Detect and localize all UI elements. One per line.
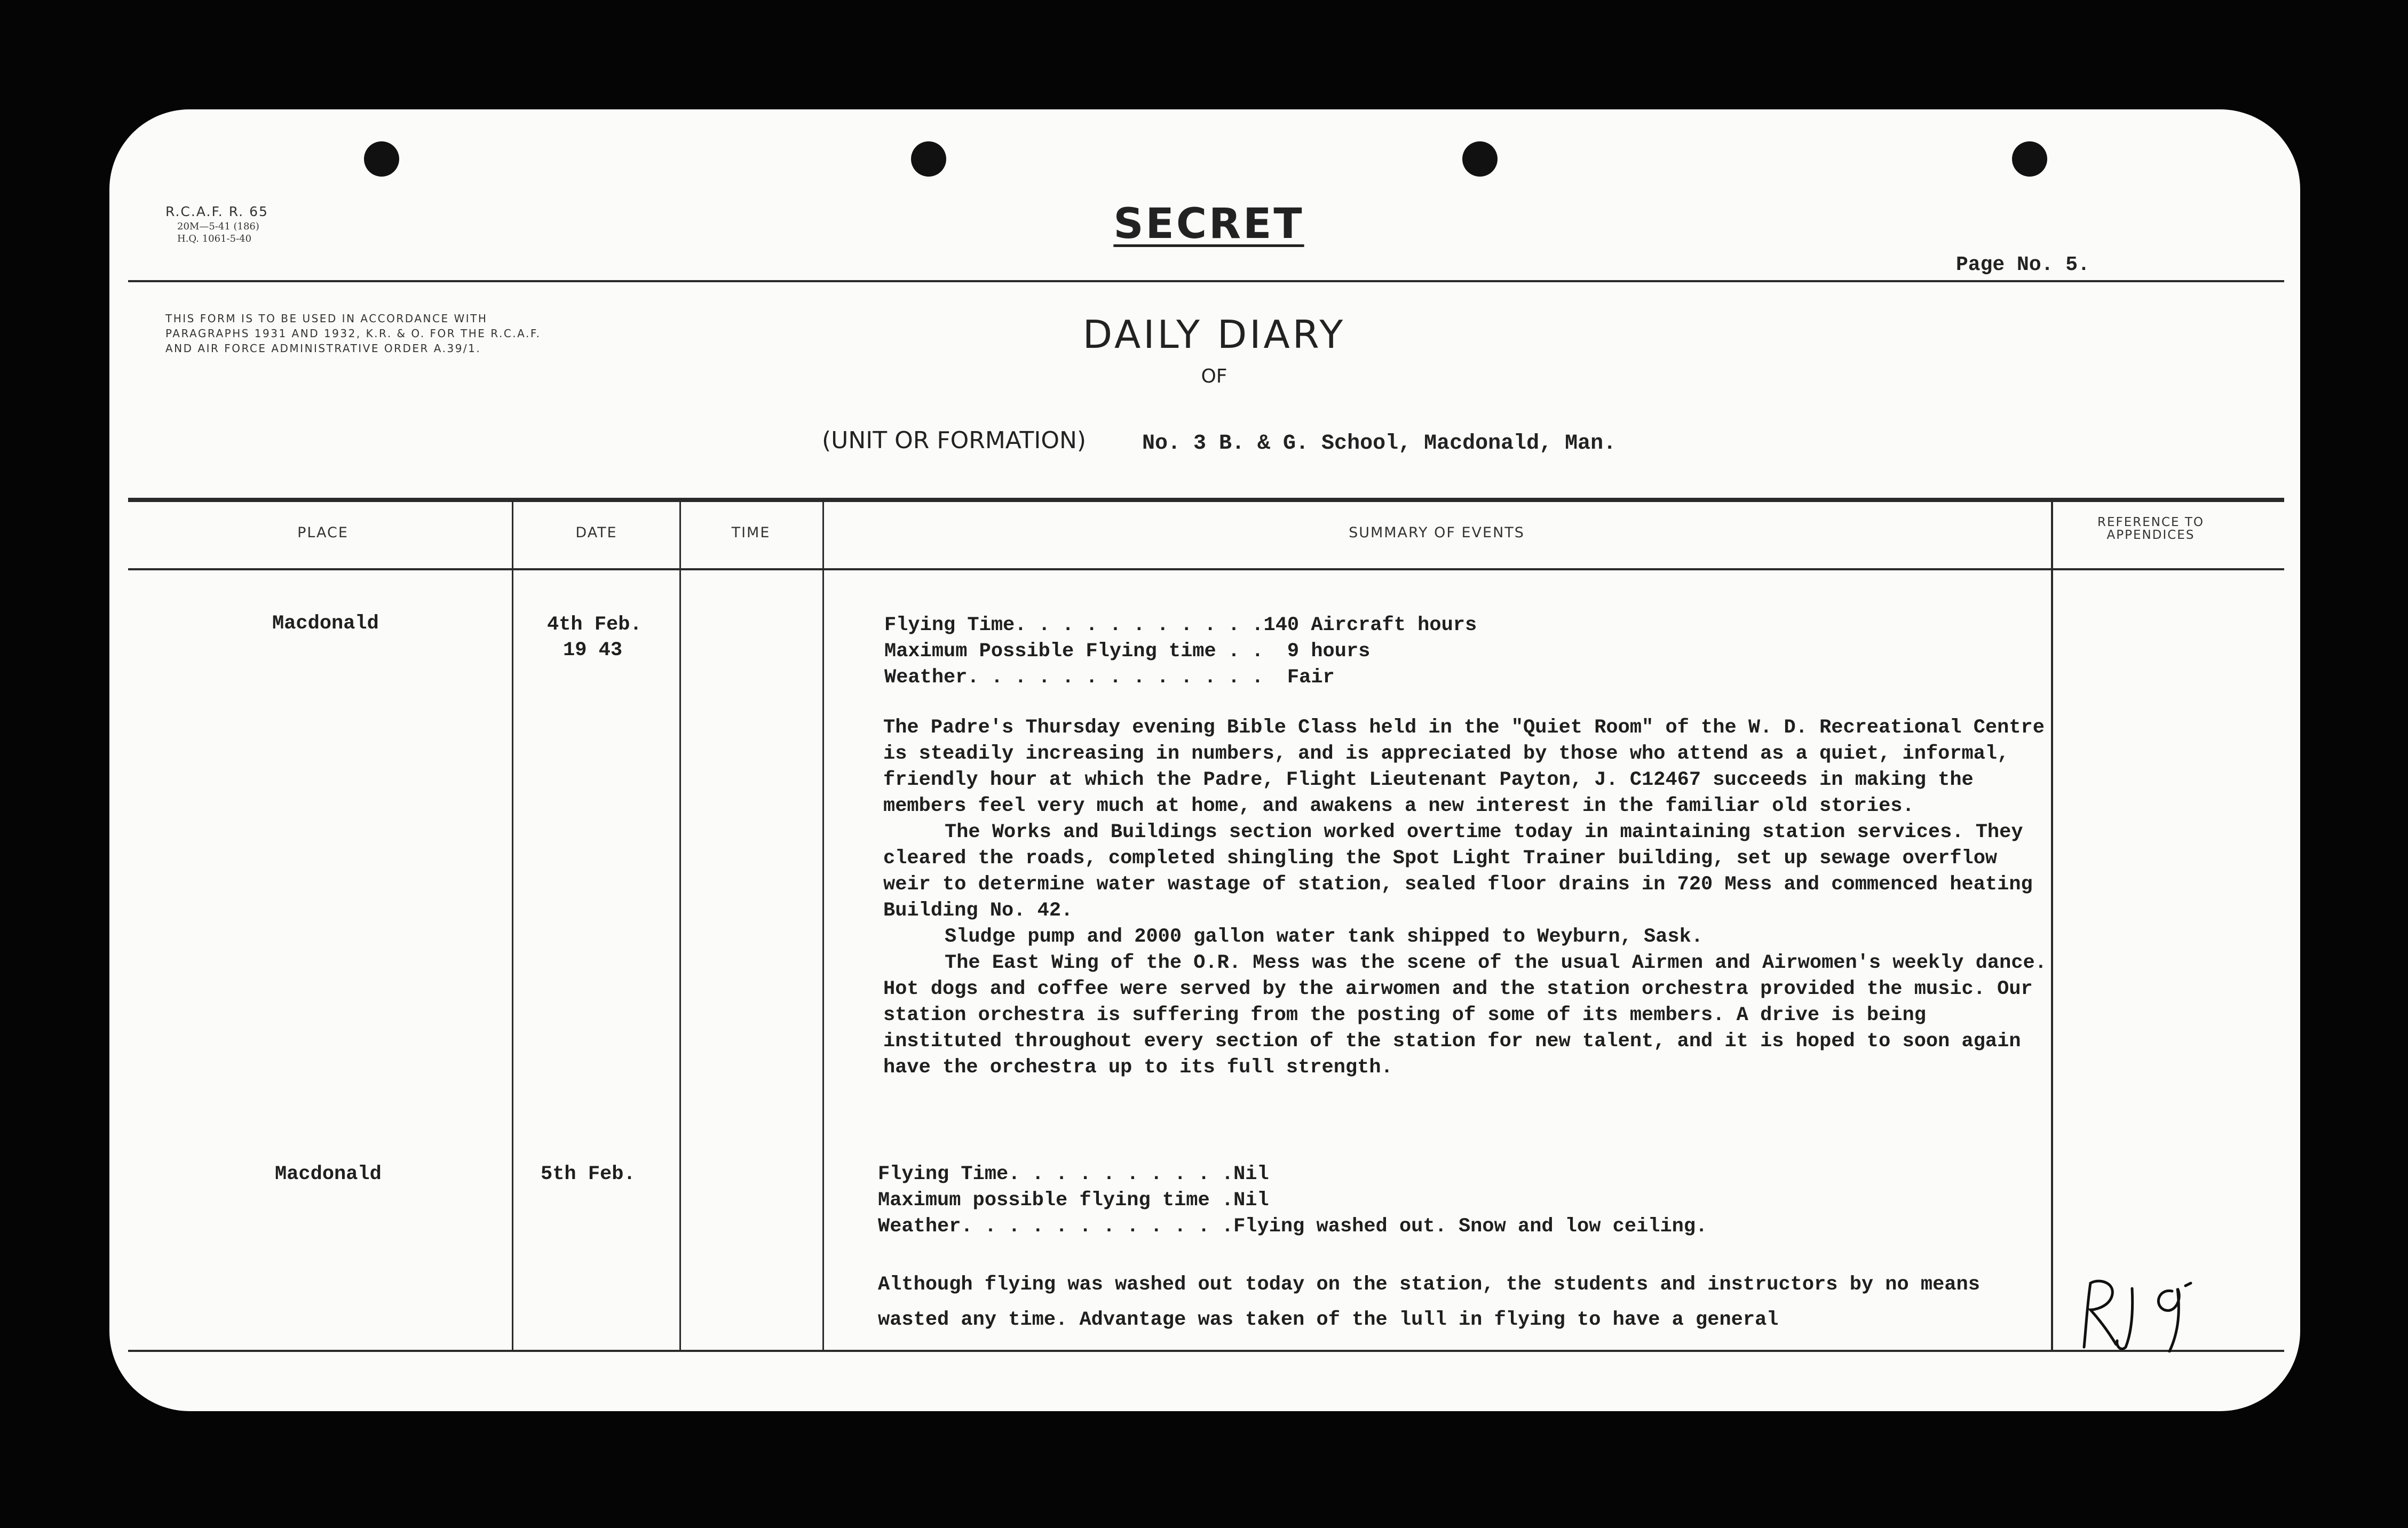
title-of: OF: [1201, 365, 1227, 387]
table-bottom-rule: [128, 1350, 2284, 1352]
entry-flying-stats: Flying Time. . . . . . . . . . .140 Aircraft hours Maximum Possible Flying time . . 9 hours Weather. . . . . . . . . . . . . Fair: [884, 614, 1477, 689]
entry-date-year: 19 43: [563, 639, 623, 662]
entry-summary: [883, 715, 2047, 1081]
entry-place: Macdonald: [275, 1163, 382, 1185]
entry-summary: [878, 1267, 2041, 1338]
column-header-date: DATE: [575, 524, 617, 541]
summary-paragraph: The Works and Buildings section worked overtime today in maintaining station services. They cleared the roads, completed shingling the Spot Light Trainer building, set up sewage overflow weir to determine water wastage of station, sealed floor drains in 720 Mess and commenced heating Building No. 42.: [883, 821, 2033, 922]
form-usage-notice: THIS FORM IS TO BE USED IN ACCORDANCE WITH PARAGRAPHS 1931 AND 1932, K.R. & O. FOR THE R.C.A.F. AND AIR FORCE ADMINISTRATIVE ORDER A.39/1.: [165, 312, 541, 355]
column-header-summary: SUMMARY OF EVENTS: [1349, 524, 1525, 541]
summary-paragraph: Although flying was washed out today on the station, the students and instructors by no means wasted any time. Advantage was taken of the lull in flying to have a general: [878, 1274, 1980, 1331]
punch-hole: [1462, 141, 1498, 177]
page-title: DAILY DIARY: [1082, 312, 1346, 357]
column-divider: [512, 502, 513, 1350]
column-divider: [2051, 502, 2053, 1350]
column-header-rule: [128, 568, 2284, 570]
summary-paragraph: The Padre's Thursday evening Bible Class held in the "Quiet Room" of the W. D. Recreational Centre is steadily increasing in numbers, and is appreciated by those who attend as a quiet, informal, friendly hour at which the Padre, Flight Lieutenant Payton, J. C12467 succeeds in making the members feel very much at home, and awakens a new interest in the familiar old stories.: [883, 717, 2045, 817]
entry-date: 4th Feb.: [547, 614, 642, 636]
column-header-time: TIME: [731, 524, 771, 541]
column-divider: [679, 502, 681, 1350]
entry-place: Macdonald: [272, 612, 379, 635]
table-top-rule: [128, 498, 2284, 502]
punch-hole: [2012, 141, 2047, 177]
print-line-2: H.Q. 1061-5-40: [177, 233, 252, 244]
punch-hole: [364, 141, 399, 177]
summary-paragraph: Sludge pump and 2000 gallon water tank shipped to Weyburn, Sask.: [945, 926, 1704, 948]
column-header-place: PLACE: [297, 524, 348, 541]
page-number: Page No. 5.: [1956, 253, 2090, 276]
print-line-1: 20M—5-41 (186): [177, 221, 259, 232]
entry-date: 5th Feb.: [541, 1163, 636, 1185]
column-header-reference: REFERENCE TO APPENDICES: [2097, 515, 2205, 542]
column-divider: [822, 502, 824, 1350]
entry-flying-stats: Flying Time. . . . . . . . . .Nil Maximum possible flying time .Nil Weather. . . . . . . . . . . .Flying washed out. Snow and low ceiling.: [878, 1163, 1708, 1238]
form-number: R.C.A.F. R. 65: [165, 204, 268, 219]
unit-value: No. 3 B. & G. School, Macdonald, Man.: [1142, 432, 1617, 456]
handwritten-reference-mark: [2079, 1272, 2207, 1352]
form-number-block: [165, 203, 268, 245]
diary-sheet: [109, 109, 2300, 1411]
unit-label: (UNIT OR FORMATION): [822, 427, 1087, 454]
classification-heading: SECRET: [1113, 200, 1304, 248]
summary-paragraph: The East Wing of the O.R. Mess was the scene of the usual Airmen and Airwomen's weekly dance. Hot dogs and coffee were served by the airwomen and the station orchestra provided the music. Our station orchestra is suffering from the posting of some of its members. A drive is being instituted throughout every section of the station for new talent, and it is hoped to soon again have the orchestra up to its full strength.: [883, 952, 2047, 1079]
header-divider: [128, 280, 2284, 282]
punch-hole: [911, 141, 946, 177]
